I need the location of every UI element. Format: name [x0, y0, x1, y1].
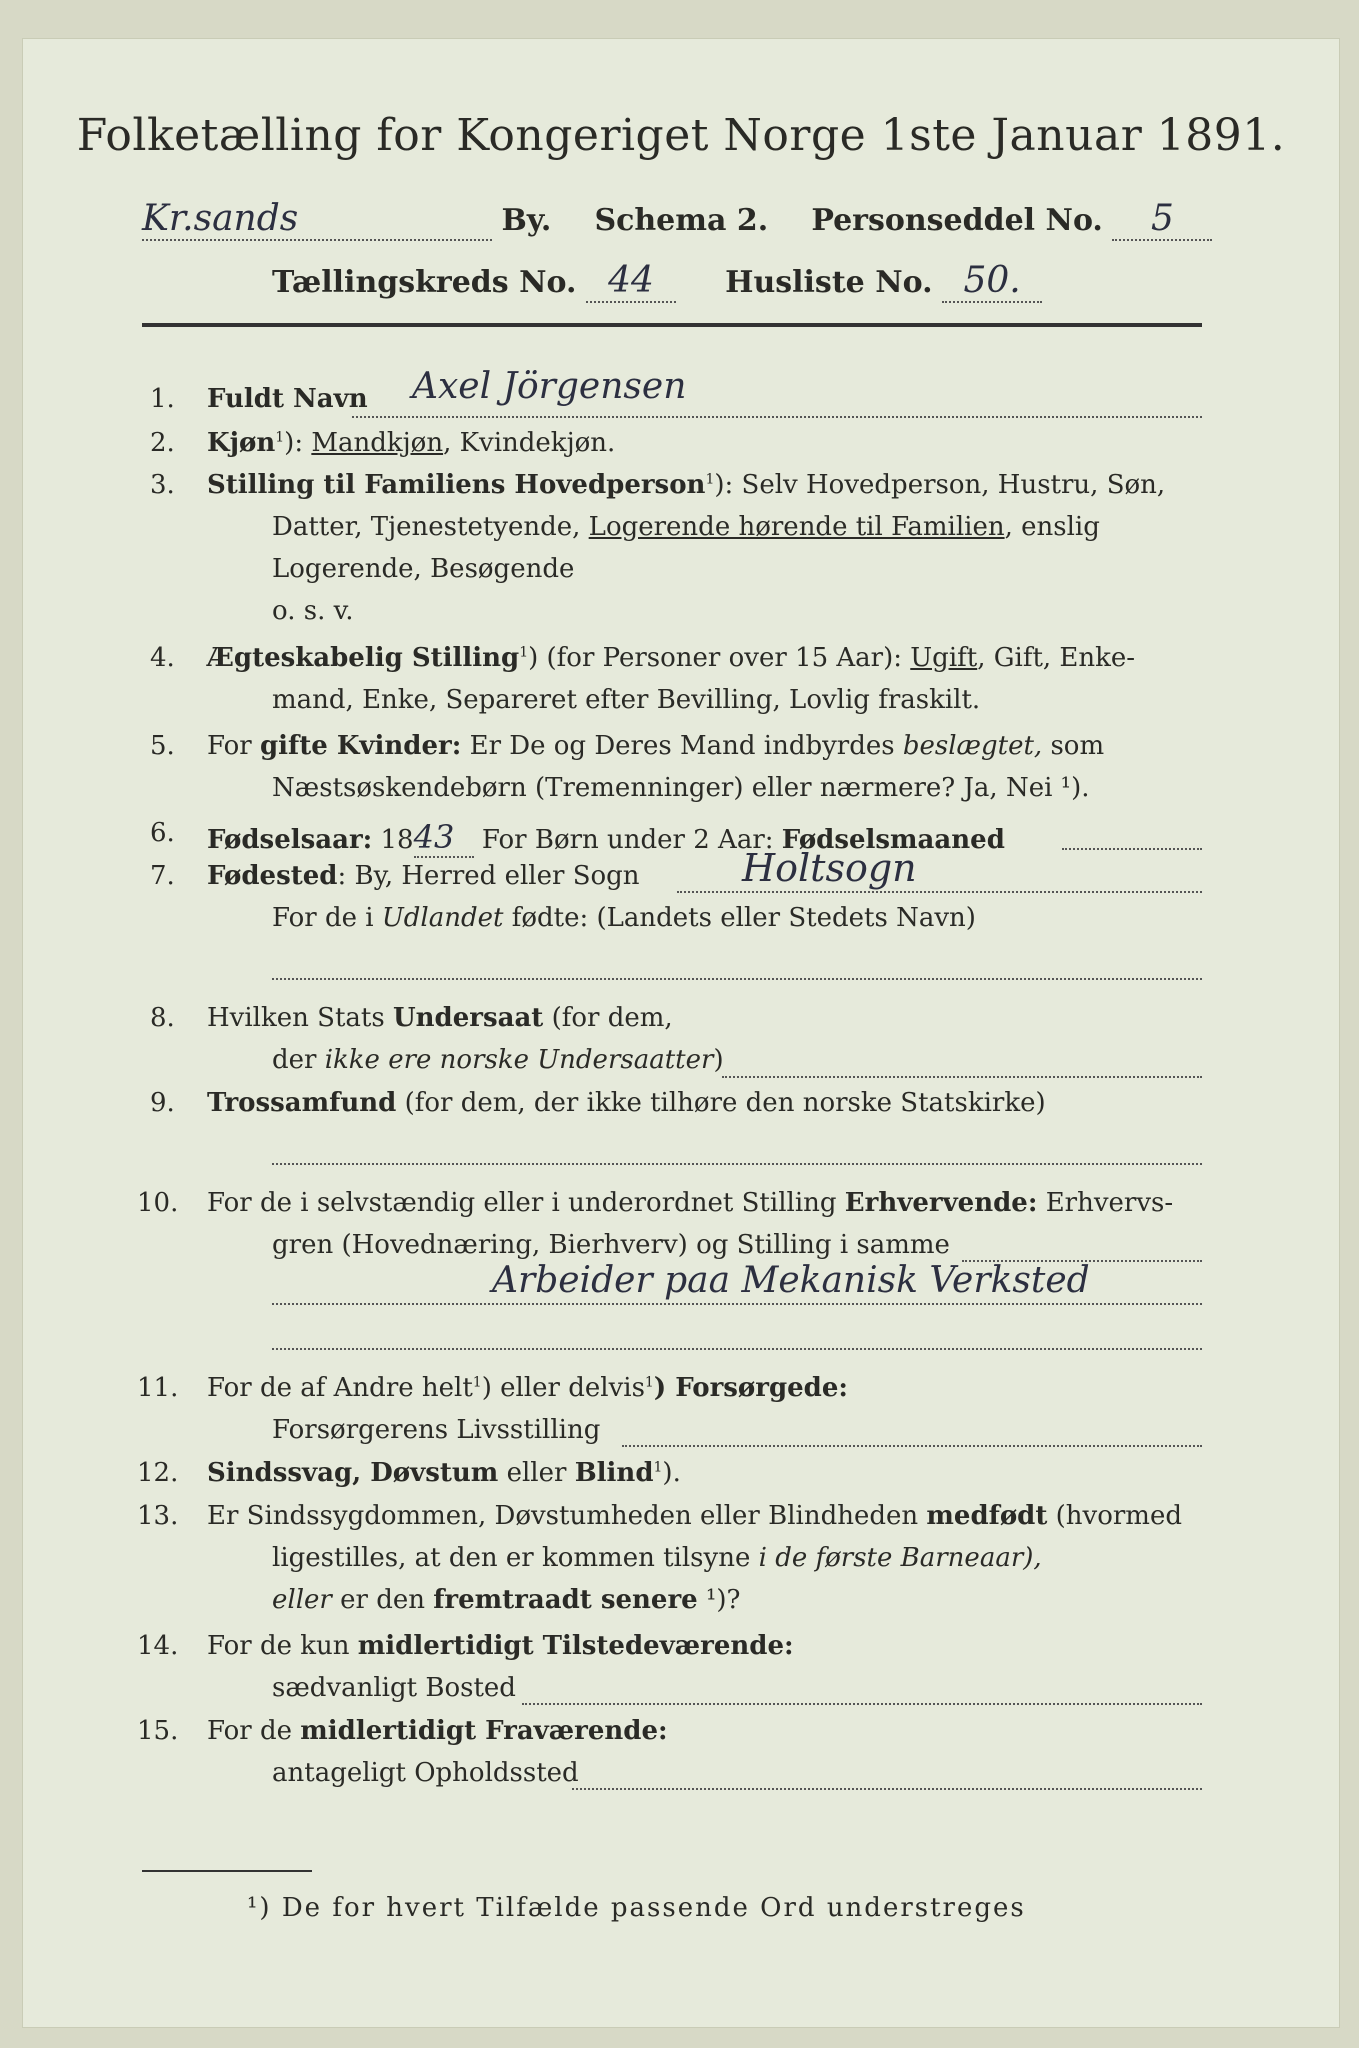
q11-line2: Forsørgerens Livsstilling	[272, 1415, 601, 1445]
q8-line1b: (for dem,	[543, 1003, 673, 1033]
q1-answer: Axel Jörgensen	[412, 366, 687, 407]
city-handwritten: Kr.sands	[142, 198, 492, 241]
q8-row1	[207, 1003, 673, 1033]
q10-label: Erhvervende:	[844, 1188, 1038, 1218]
q1-row	[207, 384, 368, 414]
q8-line2i: ikke ere norske Undersaatter	[324, 1045, 714, 1075]
header-rule	[142, 323, 1202, 327]
q8-line2b: )	[713, 1045, 724, 1075]
q7-udlandet: Udlandet	[381, 903, 504, 933]
q2-sup: 1	[275, 429, 285, 446]
q10-line1a: For de i selvstændig eller i underordnet Stilling	[207, 1188, 845, 1218]
q12-label2: Blind	[574, 1458, 654, 1488]
q7-answer: Holtsogn	[742, 846, 917, 890]
q12-number: 12.	[137, 1458, 179, 1488]
q7-row1	[207, 861, 640, 891]
q7-label: Fødested	[207, 861, 338, 891]
q5-line1a: Er De og Deres Mand indbyrdes	[461, 731, 903, 761]
q2-mandkjon: Mandkjøn	[311, 428, 444, 458]
q14-line2: sædvanligt Bosted	[272, 1673, 516, 1703]
q13-line2i: i de første Barneaar),	[758, 1543, 1042, 1573]
q3-line3: Logerende, Besøgende	[272, 554, 575, 584]
q12-label1: Sindssvag, Døvstum	[207, 1458, 499, 1488]
q6-dotted-line	[1062, 848, 1202, 850]
q6-label: Fødselsaar:	[207, 825, 373, 855]
q8-dotted-line	[722, 1076, 1202, 1078]
q3-row2	[272, 512, 1100, 542]
kreds-label: Tællingskreds No.	[272, 265, 577, 300]
by-line	[142, 198, 1212, 241]
q11-row1: For de af Andre helt$^1$) eller delvis$^1$) Forsørgede:	[207, 1373, 848, 1403]
q13-row2	[272, 1543, 1042, 1573]
q1-dotted-line	[352, 416, 1202, 418]
q9-row	[207, 1088, 1046, 1118]
q13-label2: fremtraadt senere	[433, 1585, 698, 1615]
kreds-line	[272, 260, 1042, 303]
q13-eller: eller	[272, 1585, 332, 1615]
q8-line2a: der	[272, 1045, 325, 1075]
q10-blank-line	[272, 1348, 1202, 1350]
q13-line1a: Er Sindssygdommen, Døvstumheden eller Blindheden	[207, 1501, 927, 1531]
census-form	[22, 38, 1340, 2028]
q15-pre: For de	[207, 1716, 301, 1746]
q13-line2a: ligestilles, at den er kommen tilsyne	[272, 1543, 759, 1573]
q5-label: gifte Kvinder:	[259, 731, 462, 761]
q4-number: 4.	[150, 643, 175, 673]
q2-row	[207, 428, 615, 458]
q12-mid: eller	[498, 1458, 575, 1488]
q6-label2: Fødselsmaaned	[781, 825, 1005, 855]
q10-row1	[207, 1188, 1173, 1218]
q4-ugift: Ugift	[910, 643, 978, 673]
q9-label: Trossamfund	[207, 1088, 397, 1118]
q9-line1: (for dem, der ikke tilhøre den norske Statskirke)	[396, 1088, 1046, 1118]
q12-row: Sindssvag, Døvstum eller Blind$^1$).	[207, 1458, 681, 1488]
q4-line1b: , Gift, Enke-	[977, 643, 1136, 673]
q2-label: Kjøn	[207, 428, 276, 458]
q3-label: Stilling til Familiens Hovedperson	[207, 470, 706, 500]
q15-row1	[207, 1716, 668, 1746]
form-title: Folketælling for Kongeriget Norge 1ste Januar 1891.	[76, 110, 1286, 161]
q14-dotted-line	[522, 1703, 1202, 1705]
q5-beslaegtet: beslægtet,	[902, 731, 1043, 761]
q10-number: 10.	[137, 1188, 179, 1218]
q6-prefix: 18	[372, 825, 414, 855]
q3-logerende-underlined: Logerende hørende til Familien	[588, 512, 1005, 542]
q5-line1b: som	[1042, 731, 1105, 761]
q2-number: 2.	[150, 428, 175, 458]
q13-row1	[207, 1501, 1182, 1531]
q3-row1: Stilling til Familiens Hovedperson$^1$): Selv Hovedperson, Hustru, Søn,	[207, 470, 1166, 500]
q7-line1: : By, Herred eller Sogn	[337, 861, 640, 891]
q9-blank-line	[272, 1163, 1202, 1165]
q13-line3b: ¹)?	[697, 1585, 741, 1615]
by-label: By.	[501, 203, 552, 238]
q13-line1b: (hvormed	[1047, 1501, 1182, 1531]
q8-number: 8.	[150, 1003, 175, 1033]
q14-number: 14.	[137, 1631, 179, 1661]
q7-blank-line	[272, 978, 1202, 980]
q2-rest: , Kvindekjøn.	[443, 428, 616, 458]
q4-label: Ægteskabelig Stilling	[207, 643, 520, 673]
q11-number: 11.	[137, 1373, 179, 1403]
q8-label: Undersaat	[392, 1003, 544, 1033]
q6-mid: For Børn under 2 Aar:	[473, 825, 782, 855]
q1-number: 1.	[150, 384, 175, 414]
q3-line1: ): Selv Hovedperson, Hustru, Søn,	[714, 470, 1166, 500]
q4-line1a: ) (for Personer over 15 Aar):	[528, 643, 911, 673]
footnote-rule	[142, 1870, 312, 1872]
q4-line2: mand, Enke, Separeret efter Bevilling, Lovlig fraskilt.	[272, 685, 981, 715]
q6-number: 6.	[150, 818, 175, 848]
q2-text: ):	[284, 428, 312, 458]
q7-row2	[272, 903, 976, 933]
q6-year: 43	[414, 818, 474, 858]
q8-row2	[272, 1045, 724, 1075]
q11-line1a: For de af Andre helt	[207, 1373, 473, 1403]
q15-number: 15.	[137, 1716, 179, 1746]
q10-answer: Arbeider paa Mekanisk Verksted	[492, 1260, 1090, 1301]
q12-end: ).	[662, 1458, 681, 1488]
q14-pre: For de kun	[207, 1631, 358, 1661]
q3-line2b: , enslig	[1004, 512, 1100, 542]
q10-line1b: Erhvervs-	[1037, 1188, 1174, 1218]
q14-label: midlertidigt Tilstedeværende:	[357, 1631, 794, 1661]
q13-row3	[272, 1585, 740, 1615]
q3-line2a: Datter, Tjenestetyende,	[272, 512, 589, 542]
footnote: ¹) De for hvert Tilfælde passende Ord understreges	[247, 1893, 1026, 1923]
q9-number: 9.	[150, 1088, 175, 1118]
husliste-label: Husliste No.	[725, 265, 933, 300]
schema-label: Schema 2.	[594, 203, 769, 238]
q5-row1	[207, 731, 1104, 761]
q13-number: 13.	[137, 1501, 179, 1531]
q4-row1: Ægteskabelig Stilling$^1$) (for Personer over 15 Aar): Ugift, Gift, Enke-	[207, 643, 1136, 673]
husliste-number: 50.	[942, 260, 1042, 303]
q7-line2b: fødte: (Landets eller Stedets Navn)	[503, 903, 976, 933]
q15-line2: antageligt Opholdssted	[272, 1758, 579, 1788]
q11-label: ) Forsørgede:	[653, 1373, 848, 1403]
q15-dotted-line	[572, 1788, 1202, 1790]
q13-line3a: er den	[331, 1585, 434, 1615]
personseddel-label: Personseddel No.	[811, 203, 1103, 238]
q10-dotted-line-2	[272, 1303, 1202, 1305]
q10-line2: gren (Hovednæring, Bierhverv) og Stilling i samme	[272, 1230, 950, 1260]
q13-label: medfødt	[926, 1501, 1048, 1531]
q8-line1a: Hvilken Stats	[207, 1003, 393, 1033]
q1-label: Fuldt Navn	[207, 384, 368, 414]
q14-row1	[207, 1631, 794, 1661]
personseddel-number: 5	[1112, 198, 1212, 241]
q5-line2: Næstsøskendebørn (Tremenninger) eller nærmere? Ja, Nei ¹).	[272, 773, 1090, 803]
q7-line2a: For de i	[272, 903, 382, 933]
q5-number: 5.	[150, 731, 175, 761]
q5-pre: For	[207, 731, 260, 761]
q11-line1b: ) eller delvis	[481, 1373, 645, 1403]
q3-line4: o. s. v.	[272, 596, 354, 626]
kreds-number: 44	[586, 260, 676, 303]
q7-dotted-line	[677, 891, 1202, 893]
q11-dotted-line	[622, 1445, 1202, 1447]
q15-label: midlertidigt Fraværende:	[300, 1716, 668, 1746]
q7-number: 7.	[150, 861, 175, 891]
q3-number: 3.	[150, 470, 175, 500]
